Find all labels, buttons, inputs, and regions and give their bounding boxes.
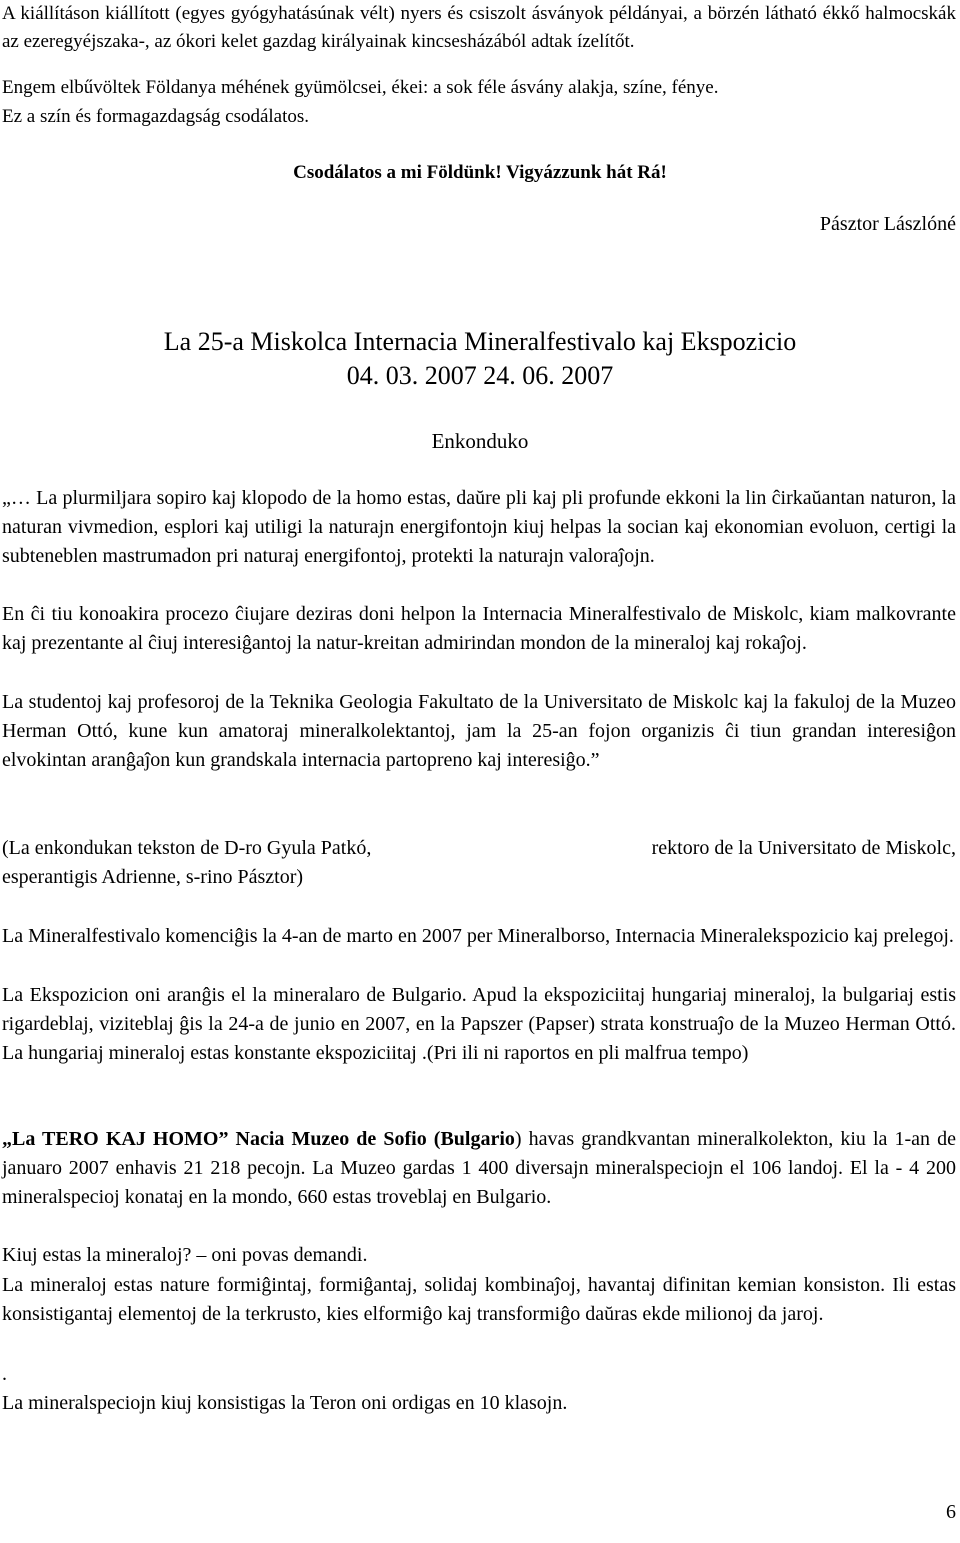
paragraph-9: La mineralspeciojn kiuj konsistigas la Teron oni ordigas en 10 klasojn. — [2, 1392, 568, 1414]
paragraph-8: La mineraloj estas nature formiĝintaj, formiĝantaj, solidaj kombinaĵoj, havantaj difinitan kemian konsiston. Ili estas konsistigantaj elementoj de la terkrusto, kies elformiĝo kaj transformiĝo daŭras ekde milionoj da jaroj. — [2, 1274, 956, 1325]
museum-name: „La TERO KAJ HOMO” Nacia Muzeo de Sofio (Bulgario — [2, 1128, 515, 1150]
paragraph-7: Kiuj estas la mineraloj? – oni povas demandi. — [2, 1244, 368, 1266]
credit-right: rektoro de la Universitato de Miskolc, — [651, 837, 956, 859]
paragraph-6 — [2, 1125, 956, 1212]
paragraph-5: La Ekspozicion oni aranĝis el la mineralaro de Bulgario. Apud la ekspoziciitaj hungariaj mineraloj, la bulgariaj estis rigardeblaj, viziteblaj ĝis la 24-a de junio en 2007, en la Papszer (Papser) strata konstruaĵo de la Muzeo Herman Ottó. La hungariaj mineraloj estas konstante ekspoziciitaj .(Pri ili ni raportos en pli malfrua tempo) — [2, 984, 956, 1064]
credit-left: (La enkondukan tekston de D-ro Gyula Patkó, — [2, 837, 372, 859]
title-dates: 04. 03. 2007 24. 06. 2007 — [346, 361, 614, 390]
credit-line-2: esperantigis Adrienne, s-rino Pásztor) — [2, 866, 304, 888]
title-line-1: La 25-a Miskolca Internacia Mineralfestivalo kaj Ekspozicio — [163, 327, 797, 356]
paragraph-4: La Mineralfestivalo komenciĝis la 4-an de marto en 2007 per Mineralborso, Internacia Mineralekspozicio kaj prelegoj. — [2, 925, 954, 947]
hungarian-paragraph-1: A kiállításon kiállított (egyes gyógyhatásúnak vélt) nyers és csiszolt ásványok példányai, a börzén látható ékkő halmocskák az ezeregyéjszaka-, az ókori kelet gazdag királyainak kincsesházából adtak ízelítőt. — [2, 3, 956, 52]
credit-line-1 — [2, 834, 956, 863]
slogan: Csodálatos a mi Földünk! Vigyázzunk hát Rá! — [293, 162, 667, 183]
hungarian-line-2: Engem elbűvöltek Földanya méhének gyümölcsei, ékei: a sok féle ásvány alakja, színe, fénye. — [2, 77, 719, 98]
author-name: Pásztor Lászlóné — [819, 213, 956, 235]
dot-line: . — [2, 1363, 7, 1385]
paragraph-2: En ĉi tiu konoakira procezo ĉiujare deziras doni helpon la Internacia Mineralfestivalo de Miskolc, kiam malkovrante kaj prezentante al ĉiuj interesiĝantoj la natur-kreitan admirindan mondon de la mineraloj kaj rokaĵoj. — [2, 603, 956, 654]
paragraph-6-text: ) havas grandkvantan mineralkolekton, kiu la 1-an de januaro 2007 enhavis 21 218 pecojn. La Muzeo gardas 1 400 diversajn mineralspeciojn el 106 landoj. El la - 4 200 mineralspecioj konataj en la mondo, 660 estas troveblaj en Bulgario. — [2, 1128, 956, 1208]
page-number: 6 — [946, 1501, 956, 1523]
paragraph-3: La studentoj kaj profesoroj de la Teknika Geologia Fakultato de la Universitato de Miskolc kaj la fakuloj de la Muzeo Herman Ottó, kune kun amatoraj mineralkolektantoj, jam la 25-an fojon organizis ĉi tiun grandan interesiĝon elvokintan aranĝaĵon kun grandskala internacia partopreno kaj interesiĝo.” — [2, 691, 956, 771]
hungarian-line-3: Ez a szín és formagazdagság csodálatos. — [2, 106, 310, 127]
paragraph-1: „… La plurmiljara sopiro kaj klopodo de la homo estas, daŭre pli kaj pli profunde ekkoni la lin ĉirkaŭantan naturon, la naturan vivmedion, esplori kaj utiligi la naturajn energifontojn kiuj helpas la socian kaj ekonomian evoluon, certigi la subteneblen mastrumadon pri naturaj energifontoj, protekti la naturajn valoraĵojn. — [2, 487, 956, 567]
document-title — [0, 325, 960, 393]
intro-heading: Enkonduko — [431, 429, 529, 453]
